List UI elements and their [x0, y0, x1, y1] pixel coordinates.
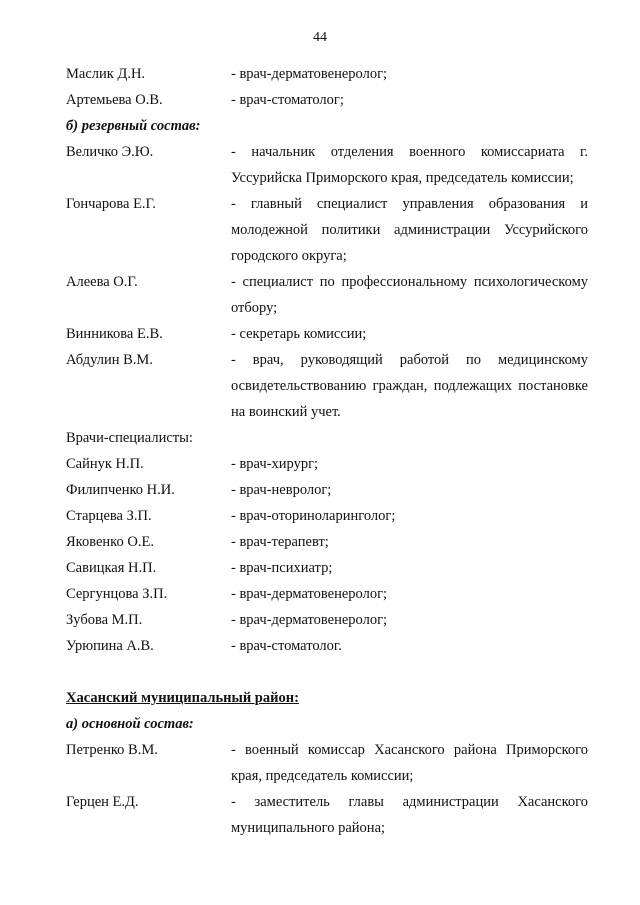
specialists-heading: Врачи-специалисты: — [66, 430, 193, 446]
member-name: Артемьева О.В. — [66, 92, 163, 108]
member-role: - начальник отделения военного комиссариата г. Уссурийска Приморского края, председатель комиссии; — [231, 144, 588, 186]
member-role: - врач-терапевт; — [231, 534, 329, 550]
member-entry — [66, 503, 588, 529]
main-heading: а) основной состав: — [66, 716, 194, 732]
member-name: Алеева О.Г. — [66, 274, 138, 290]
member-entry — [66, 321, 588, 347]
member-name: Яковенко О.Е. — [66, 534, 154, 550]
member-name: Зубова М.П. — [66, 612, 143, 628]
member-role: - врач-дерматовенеролог; — [231, 586, 388, 602]
member-entry — [66, 61, 588, 87]
member-role: - заместитель главы администрации Хасанского муниципального района; — [231, 794, 588, 836]
document-body — [66, 61, 588, 841]
member-role: - врач-психиатр; — [231, 560, 333, 576]
member-name: Старцева З.П. — [66, 508, 152, 524]
member-role: - военный комиссар Хасанского района Приморского края, председатель комиссии; — [231, 742, 588, 784]
member-name: Герцен Е.Д. — [66, 794, 139, 810]
member-name: Гончарова Е.Г. — [66, 196, 156, 212]
member-name: Урюпина А.В. — [66, 638, 154, 654]
member-role: - врач-оториноларинголог; — [231, 508, 396, 524]
member-role: - врач-дерматовенеролог; — [231, 66, 388, 82]
member-role: - врач, руководящий работой по медицинскому освидетельствованию граждан, подлежащих постановке на воинский учет. — [231, 352, 588, 420]
member-name: Абдулин В.М. — [66, 352, 153, 368]
member-entry — [66, 789, 588, 841]
member-role: - главный специалист управления образования и молодежной политики администрации Уссурийского городского округа; — [231, 196, 588, 264]
member-entry — [66, 347, 588, 425]
member-entry — [66, 477, 588, 503]
member-entry — [66, 581, 588, 607]
member-entry — [66, 87, 588, 113]
member-role: - специалист по профессиональному психологическому отбору; — [231, 274, 588, 316]
district-heading: Хасанский муниципальный район: — [66, 690, 299, 706]
member-entry — [66, 451, 588, 477]
member-name: Савицкая Н.П. — [66, 560, 157, 576]
member-name: Сайнук Н.П. — [66, 456, 144, 472]
member-entry — [66, 529, 588, 555]
member-name: Петренко В.М. — [66, 742, 158, 758]
member-role: - врач-дерматовенеролог; — [231, 612, 388, 628]
member-role: - врач-хирург; — [231, 456, 319, 472]
member-role: - секретарь комиссии; — [231, 326, 367, 342]
member-name: Винникова Е.В. — [66, 326, 163, 342]
member-entry — [66, 737, 588, 789]
member-entry — [66, 555, 588, 581]
member-name: Величко Э.Ю. — [66, 144, 154, 160]
member-entry — [66, 633, 588, 659]
reserve-heading: б) резервный состав: — [66, 118, 201, 134]
member-name: Сергунцова З.П. — [66, 586, 168, 602]
member-name: Филипченко Н.И. — [66, 482, 175, 498]
member-role: - врач-невролог; — [231, 482, 332, 498]
member-entry — [66, 139, 588, 191]
member-entry — [66, 607, 588, 633]
member-role: - врач-стоматолог; — [231, 92, 344, 108]
member-entry — [66, 269, 588, 321]
member-name: Маслик Д.Н. — [66, 66, 146, 82]
member-entry — [66, 191, 588, 269]
member-role: - врач-стоматолог. — [231, 638, 342, 654]
page-number: 44 — [313, 30, 327, 45]
